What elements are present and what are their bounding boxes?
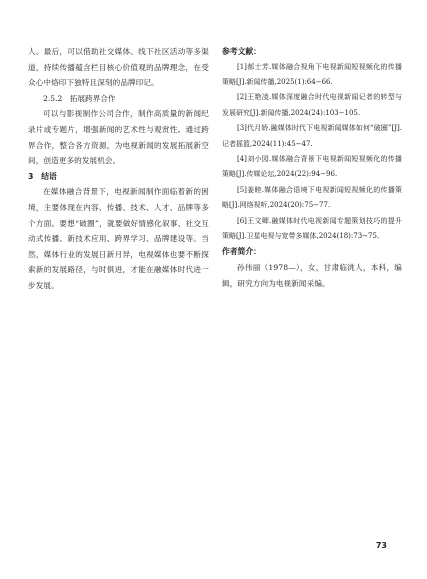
left-column <box>28 44 209 294</box>
subsection-heading: 2.5.2 拓展跨界合作 <box>43 93 116 103</box>
reference-item <box>222 90 402 121</box>
section-heading: 3 结语 <box>28 171 57 181</box>
author-heading: 作者简介： <box>222 247 261 257</box>
reference-number: [6] <box>237 216 247 225</box>
reference-number: [5] <box>237 185 247 194</box>
reference-number: [4] <box>237 155 247 164</box>
reference-text: 郝士芳.媒体融合视角下电视新闻短视频化的传播策略[J].新闻传播,2025(1):64−66. <box>222 62 402 86</box>
reference-number: [2] <box>237 93 247 102</box>
reference-item <box>222 152 402 183</box>
reference-item <box>222 121 402 152</box>
reference-text: 代月娇.融媒体时代下电视新闻媒体如何“破圈”[J].记者摇篮,2024(11):45−47. <box>222 124 402 148</box>
page-number: 73 <box>375 541 387 550</box>
reference-text: 姜睦.媒体融合语境下电视新闻短视频化的传播策略[J].网络视听,2024(20):75−77. <box>222 185 402 210</box>
reference-text: 王艳凌.媒体深度融合时代电视新闻记者的转型与发展研究[J].新闻传播,2024(24):103−105. <box>222 93 402 117</box>
reference-text: 刘小园.媒体融合背景下电视新闻短视频化的传播策略[J].传媒论坛,2024(22):94−96. <box>222 155 402 179</box>
right-column <box>222 44 402 291</box>
body-paragraph: 人。最后，可以借助社交媒体、线下社区活动等多渠道，持续传播蕴含栏目核心价值观的品牌理念，在受众心中烙印下独特且深刻的品牌印记。 <box>28 47 209 88</box>
reference-item <box>222 214 402 245</box>
reference-number: [1] <box>237 62 247 71</box>
author-bio: 孙伟丽（1978—），女，甘肃临洮人，本科，编辑，研究方向为电视新闻采编。 <box>222 263 402 288</box>
reference-item <box>222 60 402 91</box>
body-paragraph: 可以与影视制作公司合作，制作高质量的新闻纪录片或专题片，增强新闻的艺术性与观赏性。通过跨界合作，整合各方资源，为电视新闻的发展拓展新空间，创造更多的发展机会。 <box>28 109 209 166</box>
references-heading: 参考文献： <box>222 47 261 56</box>
reference-item <box>222 183 402 214</box>
body-paragraph: 在媒体融合背景下，电视新闻制作面临着新的困境，主要体现在内容、传播、技术、人才、品牌等多个方面。要想“破圈”，就要做好情感化叙事、社交互动式传播、新技术应用、跨界学习、品牌建设等。当然，媒体行业的发展日新月异，电视媒体也要不断探索新的发展路径，与时俱进，才能在融媒体时代进一步发展。 <box>28 187 209 290</box>
reference-number: [3] <box>237 124 247 133</box>
reference-text: 王文卿.融媒体时代电视新闻专题策划技巧的提升策略[J].卫星电视与宽带多媒体,2024(18):73−75. <box>222 216 402 241</box>
